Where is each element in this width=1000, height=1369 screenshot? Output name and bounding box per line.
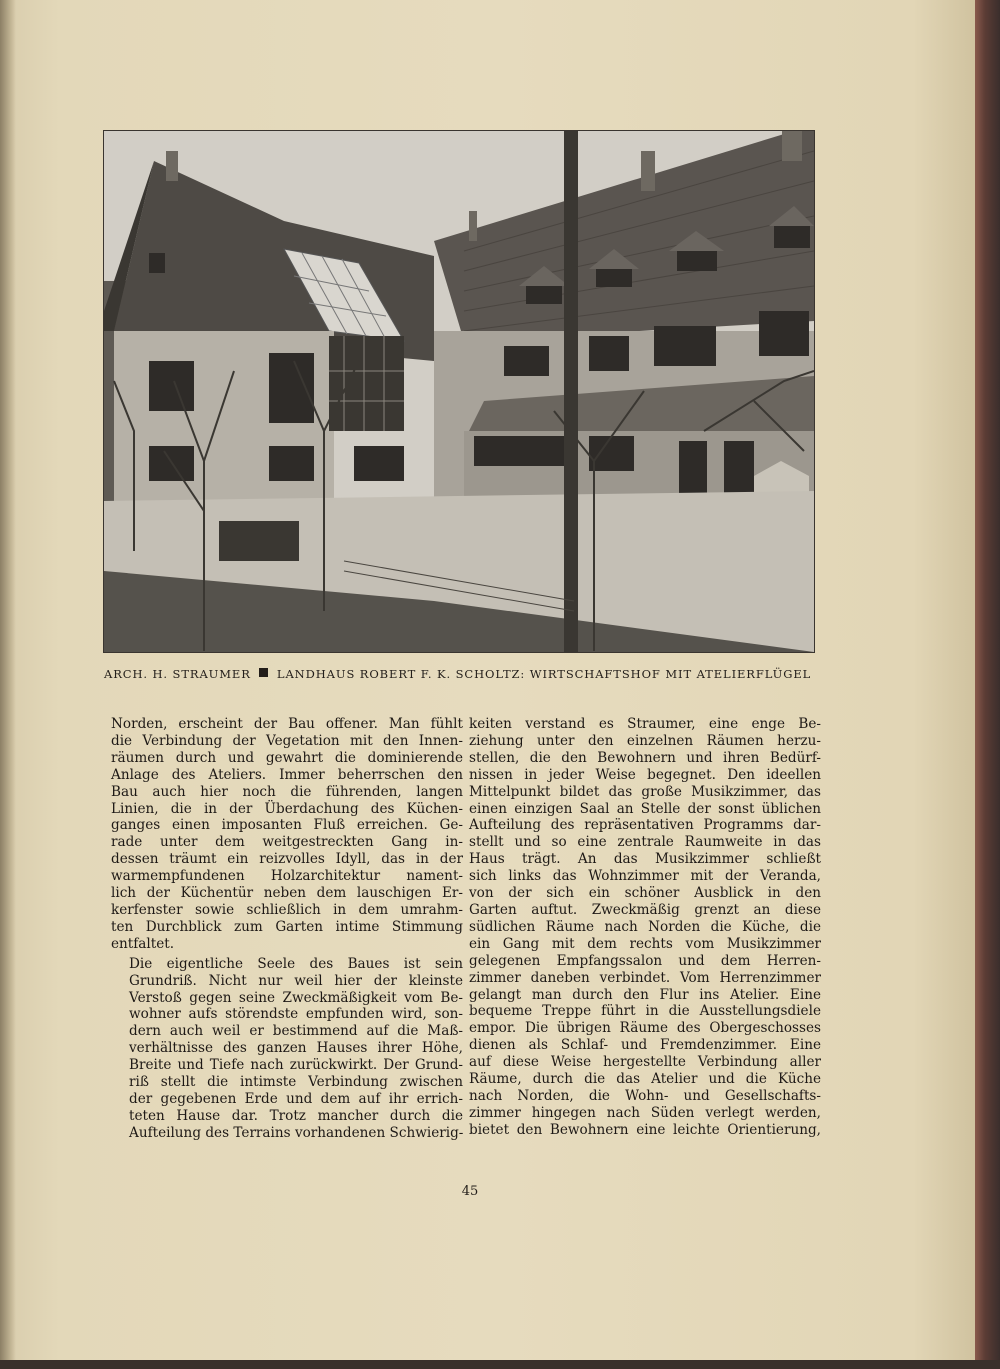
text-line: Aufteilung des Terrains vorhandenen Schwierig- [129,1124,464,1141]
square-separator-icon [259,668,268,677]
text-line: der gegebenen Erde und dem auf ihr errich- [129,1090,463,1107]
text-line: nissen in jeder Weise begegnet. Den ideellen [469,766,821,783]
text-line: Norden, erscheint der Bau offener. Man fühlt [111,716,463,732]
paragraph [111,956,463,1142]
caption-title: LANDHAUS ROBERT F. K. SCHOLTZ: WIRTSCHAFTSHOF MIT ATELIERFLÜGEL [276,667,812,681]
text-line: Bau auch hier noch die führenden, langen [111,783,463,800]
text-line: zimmer hingegen nach Süden verlegt werden, [469,1104,821,1121]
text-line: Breite und Tiefe nach zurückwirkt. Der Grund- [129,1057,463,1074]
book-bottom-edge [0,1360,1000,1369]
photo-caption [104,667,816,681]
text-line: ten Durchblick zum Garten intime Stimmung [111,918,463,935]
text-line: teten Hause dar. Trotz mancher durch die [129,1107,463,1124]
text-line: gelegenen Empfangssalon und dem Herren- [469,952,821,969]
text-line: ein Gang mit dem rechts vom Musikzimmer [469,935,821,952]
text-line: Garten auftut. Zweckmäßig grenzt an diese [469,901,821,918]
right-text-column [469,716,821,1139]
text-line: Verstoß gegen seine Zweckmäßigkeit vom Be- [129,989,463,1006]
text-line: räumen durch und gewahrt die dominierende [111,749,463,766]
text-line: südlichen Räume nach Norden die Küche, die [469,918,821,935]
caption-architect: ARCH. H. STRAUMER [104,667,251,681]
text-line: ziehung unter den einzelnen Räumen herzu- [469,732,821,749]
text-line: lich der Küchentür neben dem lauschigen Er- [111,885,463,902]
text-line: Haus trägt. An das Musikzimmer schließt [469,851,821,868]
text-line: dern auch weil er bestimmend auf die Maß- [129,1023,463,1040]
photo-illustration [104,131,814,652]
left-text-column [111,716,463,1142]
building-photo [104,131,814,652]
text-line: zimmer daneben verbindet. Vom Herrenzimmer [469,969,821,986]
text-line: bietet den Bewohnern eine leichte Orientierung, [469,1121,821,1138]
paragraph [469,716,821,1139]
text-line: rade unter dem weitgestreckten Gang in- [111,834,463,851]
text-line: gelangt man durch den Flur ins Atelier. Eine [469,986,821,1003]
text-line: Mittelpunkt bildet das große Musikzimmer, das [469,783,821,800]
text-line: auf diese Weise hergestellte Verbindung aller [469,1054,821,1071]
text-line: empor. Die übrigen Räume des Obergeschosses [469,1020,821,1037]
text-line: stellen, die den Bewohnern und ihren Bedürf- [469,749,821,766]
text-line: dienen als Schlaf- und Fremdenzimmer. Eine [469,1037,821,1054]
text-line: nach Norden, die Wohn- und Gesellschafts- [469,1087,821,1104]
text-line: verhältnisse des ganzen Hauses ihrer Höhe, [129,1040,463,1057]
text-line: Anlage des Ateliers. Immer beherrschen den [111,766,463,783]
text-line: einen einzigen Saal an Stelle der sonst üblichen [469,800,821,817]
text-line: ganges einen imposanten Fluß erreichen. Ge- [111,817,463,834]
text-line: Grundriß. Nicht nur weil hier der kleinste [129,972,463,989]
text-line: kerfenster sowie schließlich in dem umrahm- [111,901,463,918]
text-line: wohner aufs störendste empfunden wird, son- [129,1006,463,1023]
text-line: von der sich ein schöner Ausblick in den [469,885,821,902]
text-line: warmempfundenen Holzarchitektur nament- [111,868,463,885]
text-line: sich links das Wohnzimmer mit der Veranda, [469,868,821,885]
text-line: keiten verstand es Straumer, eine enge Be- [469,716,821,732]
text-line: Räume, durch die das Atelier und die Küche [469,1071,821,1088]
text-line: riß stellt die intimste Verbindung zwischen [129,1074,463,1091]
text-line: die Verbindung der Vegetation mit den Innen- [111,732,463,749]
text-line: stellt und so eine zentrale Raumweite in das [469,834,821,851]
text-line: Die eigentliche Seele des Baues ist sein [129,955,463,972]
text-line: dessen träumt ein reizvolles Idyll, das in der [111,851,463,868]
paragraph [111,716,463,953]
text-line: entfaltet. [111,935,175,952]
text-line: bequeme Treppe führt in die Ausstellungsdiele [469,1003,821,1020]
page-number: 45 [461,1184,479,1199]
text-line: Aufteilung des repräsentativen Programms dar- [469,817,821,834]
text-line: Linien, die in der Überdachung des Küchen- [111,800,463,817]
book-cover-edge [975,0,1000,1369]
